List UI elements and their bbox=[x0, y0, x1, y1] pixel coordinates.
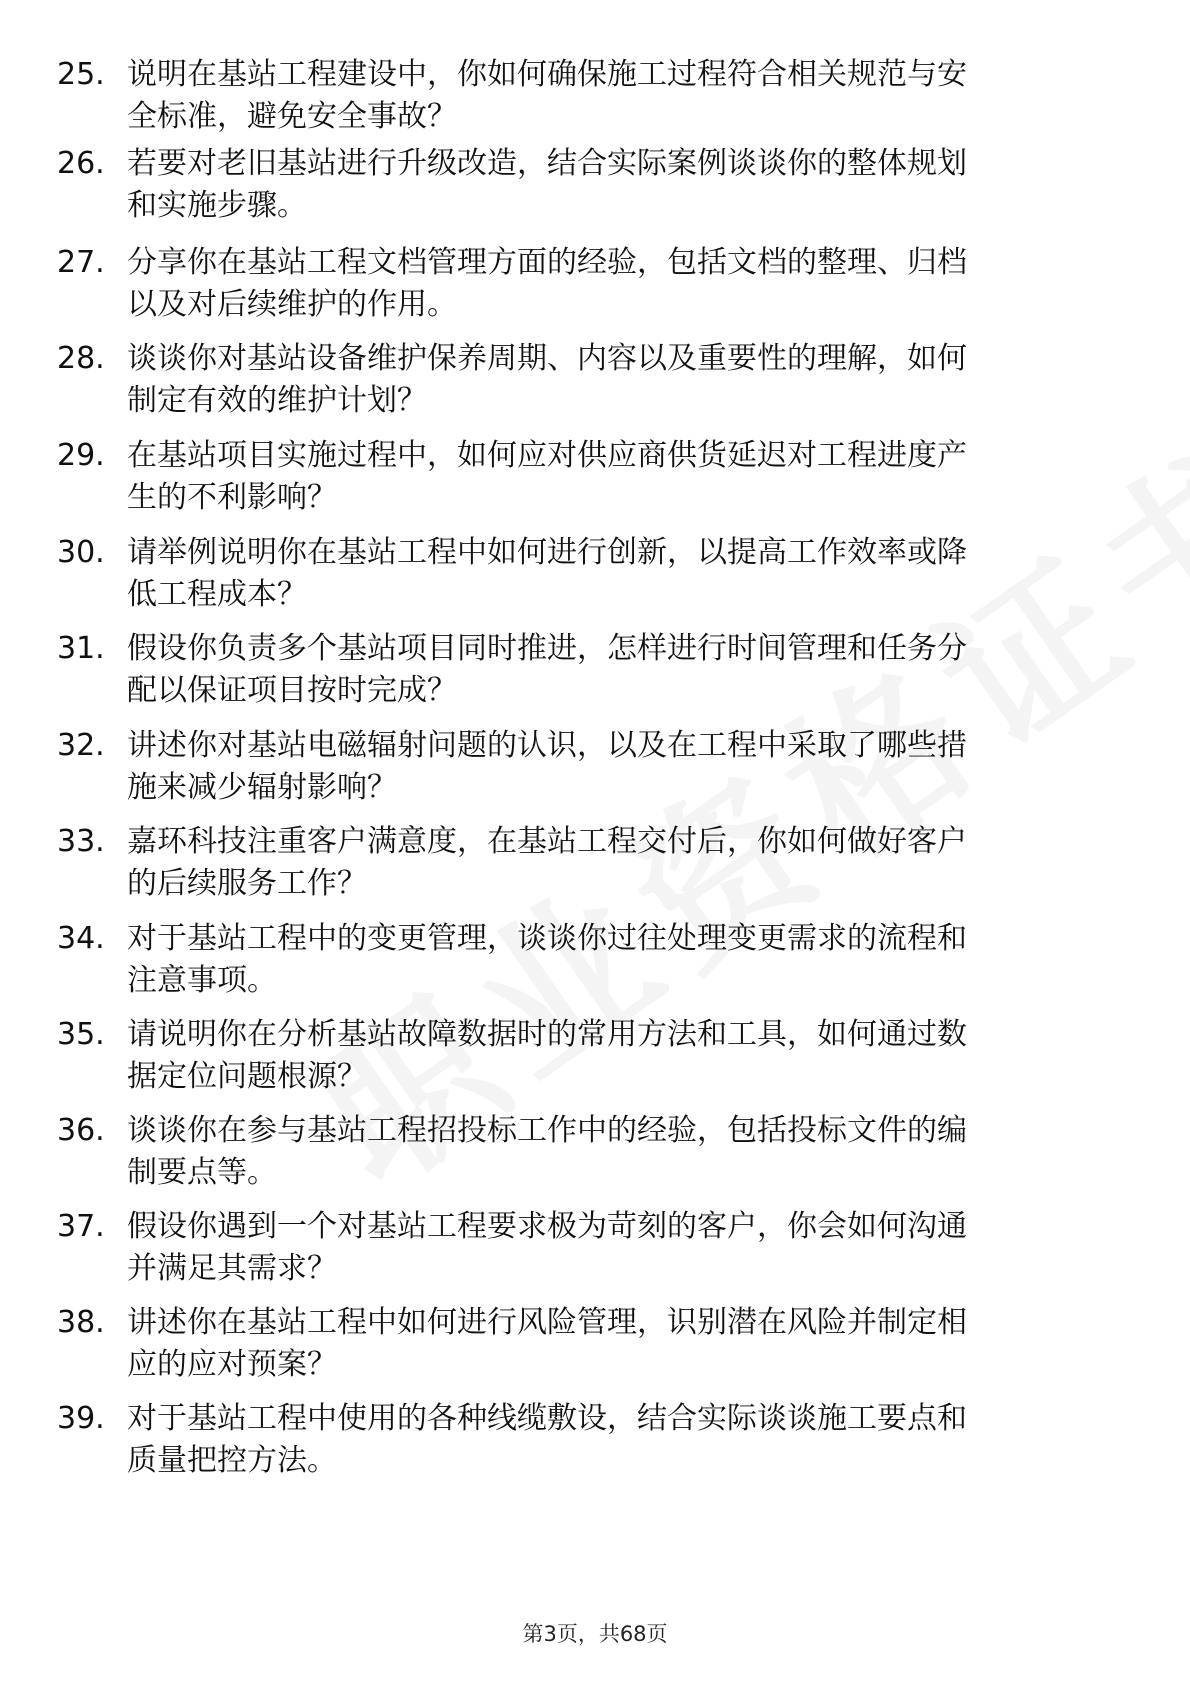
question-line: 谈谈你对基站设备维护保养周期、内容以及重要性的理解，如何 bbox=[127, 341, 967, 376]
question-line: 配以保证项目按时完成？ bbox=[127, 673, 457, 708]
question-line: 并满足其需求？ bbox=[127, 1251, 337, 1286]
question-text bbox=[127, 1302, 1117, 1386]
question-number: 33. bbox=[57, 824, 105, 859]
question-number: 32. bbox=[57, 728, 105, 763]
question-number: 36. bbox=[57, 1113, 105, 1148]
question-line: 谈谈你在参与基站工程招投标工作中的经验，包括投标文件的编 bbox=[127, 1113, 967, 1148]
question-line: 分享你在基站工程文档管理方面的经验，包括文档的整理、归档 bbox=[127, 245, 967, 280]
question-number: 26. bbox=[57, 146, 105, 181]
question-number: 37. bbox=[57, 1209, 105, 1244]
question-line: 请说明你在分析基站故障数据时的常用方法和工具，如何通过数 bbox=[127, 1017, 967, 1052]
page-number-label: 第3页，共68页 bbox=[522, 1622, 668, 1646]
question-line: 制要点等。 bbox=[127, 1155, 277, 1190]
question-number: 28. bbox=[57, 341, 105, 376]
question-text bbox=[127, 725, 1117, 809]
question-text bbox=[127, 821, 1117, 905]
question-line: 施来减少辐射影响？ bbox=[127, 770, 397, 805]
question-line: 据定位问题根源？ bbox=[127, 1059, 367, 1094]
question-text bbox=[127, 54, 1117, 138]
question-line: 说明在基站工程建设中，你如何确保施工过程符合相关规范与安 bbox=[127, 57, 967, 92]
question-text bbox=[127, 532, 1117, 616]
question-text bbox=[127, 338, 1117, 422]
question-text bbox=[127, 1014, 1117, 1098]
question-line: 低工程成本？ bbox=[127, 577, 307, 612]
question-text bbox=[127, 242, 1117, 326]
question-number: 38. bbox=[57, 1305, 105, 1340]
question-line: 对于基站工程中使用的各种线缆敷设，结合实际谈谈施工要点和 bbox=[127, 1401, 967, 1436]
question-line: 质量把控方法。 bbox=[127, 1443, 337, 1478]
question-line: 的后续服务工作？ bbox=[127, 866, 367, 901]
question-line: 嘉环科技注重客户满意度，在基站工程交付后，你如何做好客户 bbox=[127, 824, 967, 859]
question-line: 注意事项。 bbox=[127, 963, 277, 998]
question-text bbox=[127, 435, 1117, 519]
question-number: 35. bbox=[57, 1017, 105, 1052]
question-line: 在基站项目实施过程中，如何应对供应商供货延迟对工程进度产 bbox=[127, 438, 967, 473]
question-line: 生的不利影响？ bbox=[127, 480, 337, 515]
question-line: 讲述你对基站电磁辐射问题的认识，以及在工程中采取了哪些措 bbox=[127, 728, 967, 763]
question-number: 39. bbox=[57, 1401, 105, 1436]
question-number: 25. bbox=[57, 57, 105, 92]
question-line: 对于基站工程中的变更管理，谈谈你过往处理变更需求的流程和 bbox=[127, 921, 967, 956]
question-line: 若要对老旧基站进行升级改造，结合实际案例谈谈你的整体规划 bbox=[127, 146, 967, 181]
question-text bbox=[127, 1206, 1117, 1290]
question-line: 假设你遇到一个对基站工程要求极为苛刻的客户，你会如何沟通 bbox=[127, 1209, 967, 1244]
question-text bbox=[127, 628, 1117, 712]
question-number: 34. bbox=[57, 921, 105, 956]
question-number: 31. bbox=[57, 631, 105, 666]
question-text bbox=[127, 1398, 1117, 1482]
question-number: 29. bbox=[57, 438, 105, 473]
question-line: 请举例说明你在基站工程中如何进行创新，以提高工作效率或降 bbox=[127, 535, 967, 570]
question-line: 和实施步骤。 bbox=[127, 188, 307, 223]
question-line: 应的应对预案？ bbox=[127, 1347, 337, 1382]
question-text bbox=[127, 918, 1117, 1002]
question-line: 全标准，避免安全事故？ bbox=[127, 99, 457, 134]
question-line: 假设你负责多个基站项目同时推进，怎样进行时间管理和任务分 bbox=[127, 631, 967, 666]
question-number: 30. bbox=[57, 535, 105, 570]
question-line: 以及对后续维护的作用。 bbox=[127, 287, 457, 322]
question-line: 讲述你在基站工程中如何进行风险管理，识别潜在风险并制定相 bbox=[127, 1305, 967, 1340]
question-text bbox=[127, 143, 1117, 227]
question-number: 27. bbox=[57, 245, 105, 280]
page-footer bbox=[0, 1618, 1190, 1648]
question-text bbox=[127, 1110, 1117, 1194]
question-line: 制定有效的维护计划？ bbox=[127, 383, 427, 418]
